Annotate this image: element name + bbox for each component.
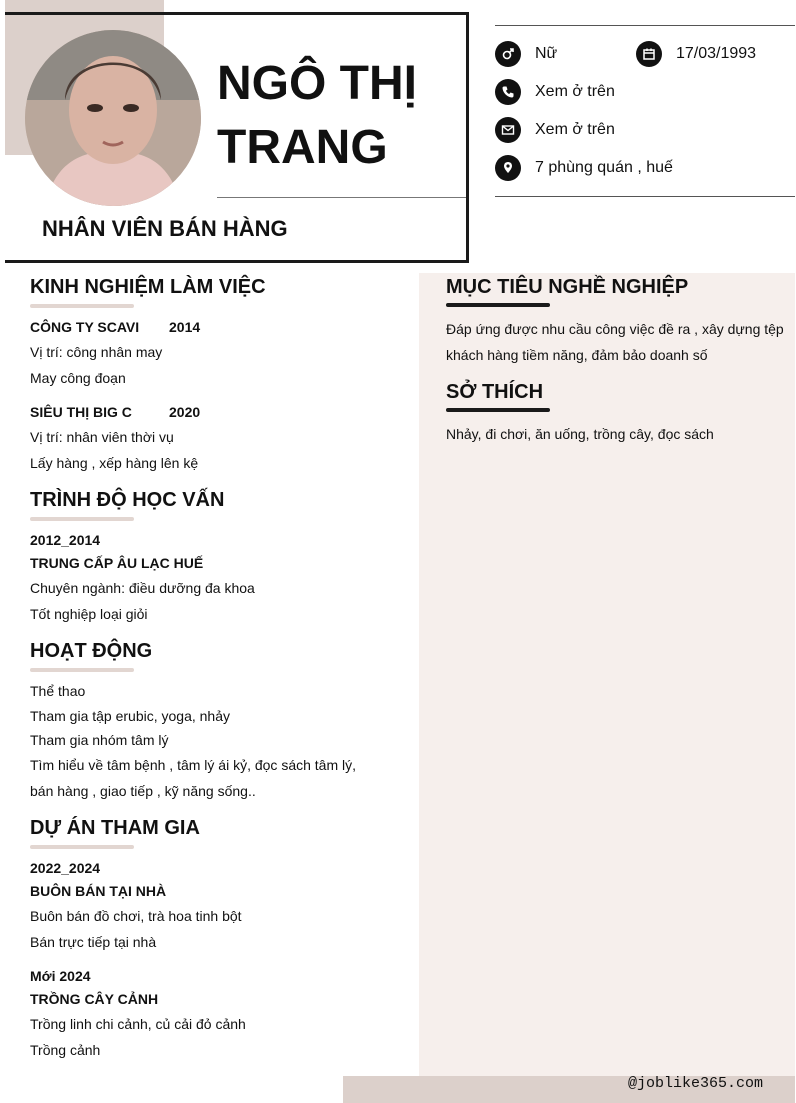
activities-heading: HOẠT ĐỘNG [30, 640, 153, 662]
education-detail: Chuyên ngành: điều dưỡng đa khoa [30, 580, 255, 596]
contact-address [495, 155, 673, 181]
projects-heading: DỰ ÁN THAM GIA [30, 817, 200, 839]
contact-divider-top [495, 25, 795, 26]
activity-item: Tham gia nhóm tâm lý [30, 732, 169, 748]
calendar-icon [636, 41, 662, 67]
hobbies-underline [446, 408, 550, 412]
email-icon [495, 117, 521, 143]
experience-underline [30, 304, 134, 308]
name-divider [217, 197, 466, 198]
objective-text: Đáp ứng được nhu cầu công việc đề ra , xây dựng tệp [446, 321, 784, 337]
education-detail: Tốt nghiệp loại giỏi [30, 606, 148, 622]
hobbies-heading: SỞ THÍCH [446, 381, 544, 403]
activity-item: Tham gia tập erubic, yoga, nhảy [30, 708, 231, 724]
project-name: BUÔN BÁN TẠI NHÀ [30, 883, 167, 899]
contact-email [495, 117, 615, 143]
project-detail: Trồng cảnh [30, 1042, 101, 1058]
experience-company: SIÊU THỊ BIG C [30, 404, 132, 420]
portrait-image [25, 30, 201, 206]
contact-gender [495, 41, 557, 67]
experience-year: 2014 [169, 319, 201, 335]
objective-text: khách hàng tiềm năng, đảm bảo doanh số [446, 347, 708, 363]
project-detail: Buôn bán đồ chơi, trà hoa tinh bột [30, 908, 242, 924]
activity-item: bán hàng , giao tiếp , kỹ năng sống.. [30, 783, 256, 799]
education-school: TRUNG CẤP ÂU LẠC HUẾ [30, 555, 204, 571]
birthday-value: 17/03/1993 [676, 45, 757, 62]
project-name: TRỒNG CÂY CẢNH [30, 991, 159, 1007]
experience-detail: Lấy hàng , xếp hàng lên kệ [30, 455, 199, 471]
hobbies-text: Nhảy, đi chơi, ăn uống, trồng cây, đọc sách [446, 426, 714, 442]
contact-divider-bottom [495, 196, 795, 197]
experience-year: 2020 [169, 404, 201, 420]
education-period: 2012_2014 [30, 532, 101, 548]
education-heading: TRÌNH ĐỘ HỌC VẤN [30, 489, 225, 511]
experience-detail: Vị trí: nhân viên thời vụ [30, 429, 174, 445]
objective-heading: MỤC TIÊU NGHỀ NGHIỆP [446, 276, 689, 298]
activity-item: Thể thao [30, 683, 86, 699]
avatar [25, 30, 201, 206]
activity-item: Tìm hiểu về tâm bệnh , tâm lý ái kỷ, đọc sách tâm lý, [30, 757, 357, 773]
gender-icon [495, 41, 521, 67]
experience-detail: Vị trí: công nhân may [30, 344, 163, 360]
experience-detail: May công đoạn [30, 370, 126, 386]
project-period: Mới 2024 [30, 968, 91, 984]
education-underline [30, 517, 134, 521]
phone-value: Xem ở trên [535, 83, 615, 100]
email-value: Xem ở trên [535, 121, 615, 138]
project-period: 2022_2024 [30, 860, 101, 876]
gender-value: Nữ [535, 45, 558, 62]
contact-birthday [636, 41, 756, 67]
project-detail: Bán trực tiếp tại nhà [30, 934, 157, 950]
contact-phone [495, 79, 615, 105]
location-pin-icon [495, 155, 521, 181]
job-title: NHÂN VIÊN BÁN HÀNG [42, 216, 288, 241]
candidate-name: NGÔ THỊ TRANG [217, 57, 417, 174]
project-detail: Trồng linh chi cảnh, củ cải đỏ cảnh [30, 1016, 246, 1032]
projects-underline [30, 845, 134, 849]
objective-underline [446, 303, 550, 307]
activities-underline [30, 668, 134, 672]
experience-heading: KINH NGHIỆM LÀM VIỆC [30, 276, 266, 298]
address-value: 7 phùng quán , huế [535, 159, 673, 176]
footer-watermark: @joblike365.com [628, 1075, 764, 1092]
phone-icon [495, 79, 521, 105]
experience-company: CÔNG TY SCAVI [30, 319, 140, 335]
